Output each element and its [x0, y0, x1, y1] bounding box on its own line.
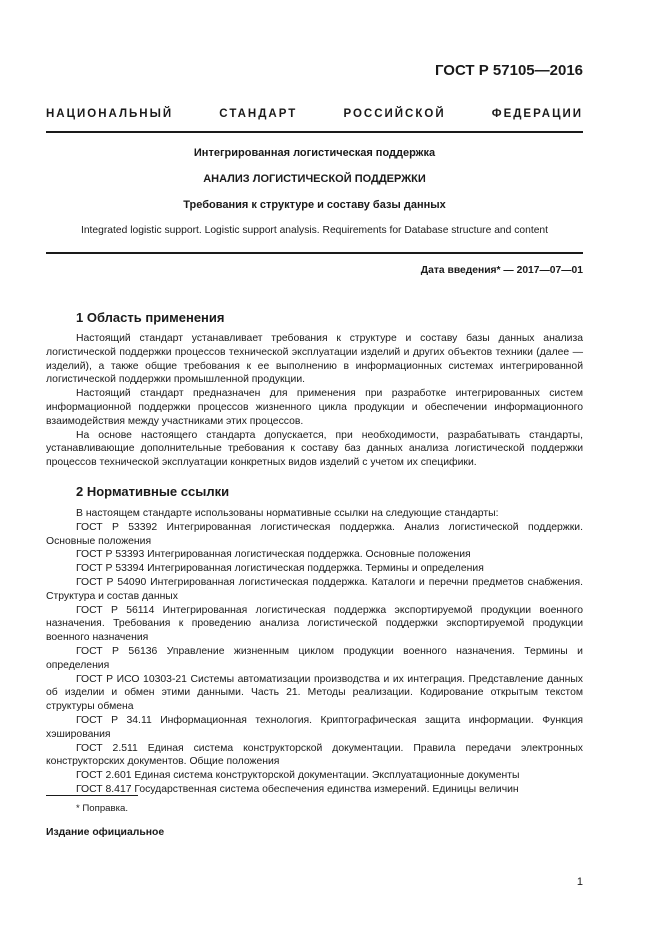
gost-number: ГОСТ Р 57105—2016	[434, 62, 583, 79]
page-number: 1	[576, 876, 583, 888]
normative-reference: ГОСТ Р 56114 Интегрированная логистическая поддержка экспортируемой продукции военного назначения. Требования к проведению анализа логистической поддержки экспортируемой продукции военного назначения	[46, 604, 583, 644]
normative-reference: ГОСТ Р 56136 Управление жизненным циклом продукции военного назначения. Термины и определения	[46, 645, 583, 671]
section-2-intro: В настоящем стандарте использованы нормативные ссылки на следующие стандарты:	[76, 508, 499, 519]
normative-reference: ГОСТ Р 34.11 Информационная технология. Криптографическая защита информации. Функция хэширования	[46, 714, 583, 740]
normative-reference: ГОСТ 2.511 Единая система конструкторской документации. Правила передачи электронных конструкторских документов. Общие положения	[46, 742, 583, 768]
english-title: Integrated logistic support. Logistic support analysis. Requirements for Database structure and content	[80, 225, 549, 236]
normative-reference: ГОСТ 2.601 Единая система конструкторской документации. Эксплуатационные документы	[76, 770, 520, 782]
title-line-1: Интегрированная логистическая поддержка	[193, 147, 436, 159]
footnote-rule	[46, 795, 138, 796]
section-1-paragraph: Настоящий стандарт устанавливает требования к структуре и составу базы данных анализа логистической поддержки процессов технической эксплуатации изделий и других объектов техники (далее — изделий), а также общие требования к ее выполнению в информационных системах интегрированной логистической поддержки промышленной продукции.	[46, 333, 583, 386]
section-1-paragraph: Настоящий стандарт предназначен для применения при разработке интегрированных систем информационной поддержки процессов жизненного цикла продукции и обеспечении информационного взаимодействия между участниками этих процессов.	[46, 388, 583, 427]
official-edition-label: Издание официальное	[46, 827, 165, 838]
normative-reference: ГОСТ Р 53394 Интегрированная логистическая поддержка. Термины и определения	[76, 563, 484, 575]
title-rule	[46, 252, 583, 254]
national-standard-heading: НАЦИОНАЛЬНЫЙ СТАНДАРТ РОССИЙСКОЙ ФЕДЕРАЦИИ	[46, 108, 583, 120]
footnote: * Поправка.	[76, 803, 129, 814]
section-1-body	[46, 332, 583, 470]
section-2-heading: 2 Нормативные ссылки	[76, 484, 230, 499]
normative-reference: ГОСТ Р 54090 Интегрированная логистическая поддержка. Каталоги и перечни предметов снабжения. Структура и состав данных	[46, 576, 583, 602]
section-1-paragraph: На основе настоящего стандарта допускается, при необходимости, разрабатывать стандарты, устанавливающие дополнительные требования к составу баз данных анализа логистической поддержки процессов технической эксплуатации конкретных видов изделий с учетом их специфики.	[46, 429, 583, 469]
section-2-body	[46, 507, 583, 797]
intro-date: Дата введения* — 2017—07—01	[420, 265, 583, 276]
normative-reference: ГОСТ Р 53393 Интегрированная логистическая поддержка. Основные положения	[76, 549, 471, 561]
section-1-heading: 1 Область применения	[76, 310, 225, 325]
title-line-3: Требования к структуре и составу базы данных	[183, 199, 446, 211]
header-rule	[46, 131, 583, 133]
normative-reference: ГОСТ Р 53392 Интегрированная логистическая поддержка. Анализ логистической поддержки. Основные положения	[46, 521, 583, 547]
normative-reference: ГОСТ 8.417 Государственная система обеспечения единства измерений. Единицы величин	[76, 783, 519, 795]
title-line-2: АНАЛИЗ ЛОГИСТИЧЕСКОЙ ПОДДЕРЖКИ	[203, 173, 426, 185]
normative-reference: ГОСТ Р ИСО 10303-21 Системы автоматизации производства и их интеграция. Представление данных об изделии и обмен этими данными. Часть 21. Методы реализации. Кодирование открытым текстом структуры обмена	[46, 673, 583, 713]
